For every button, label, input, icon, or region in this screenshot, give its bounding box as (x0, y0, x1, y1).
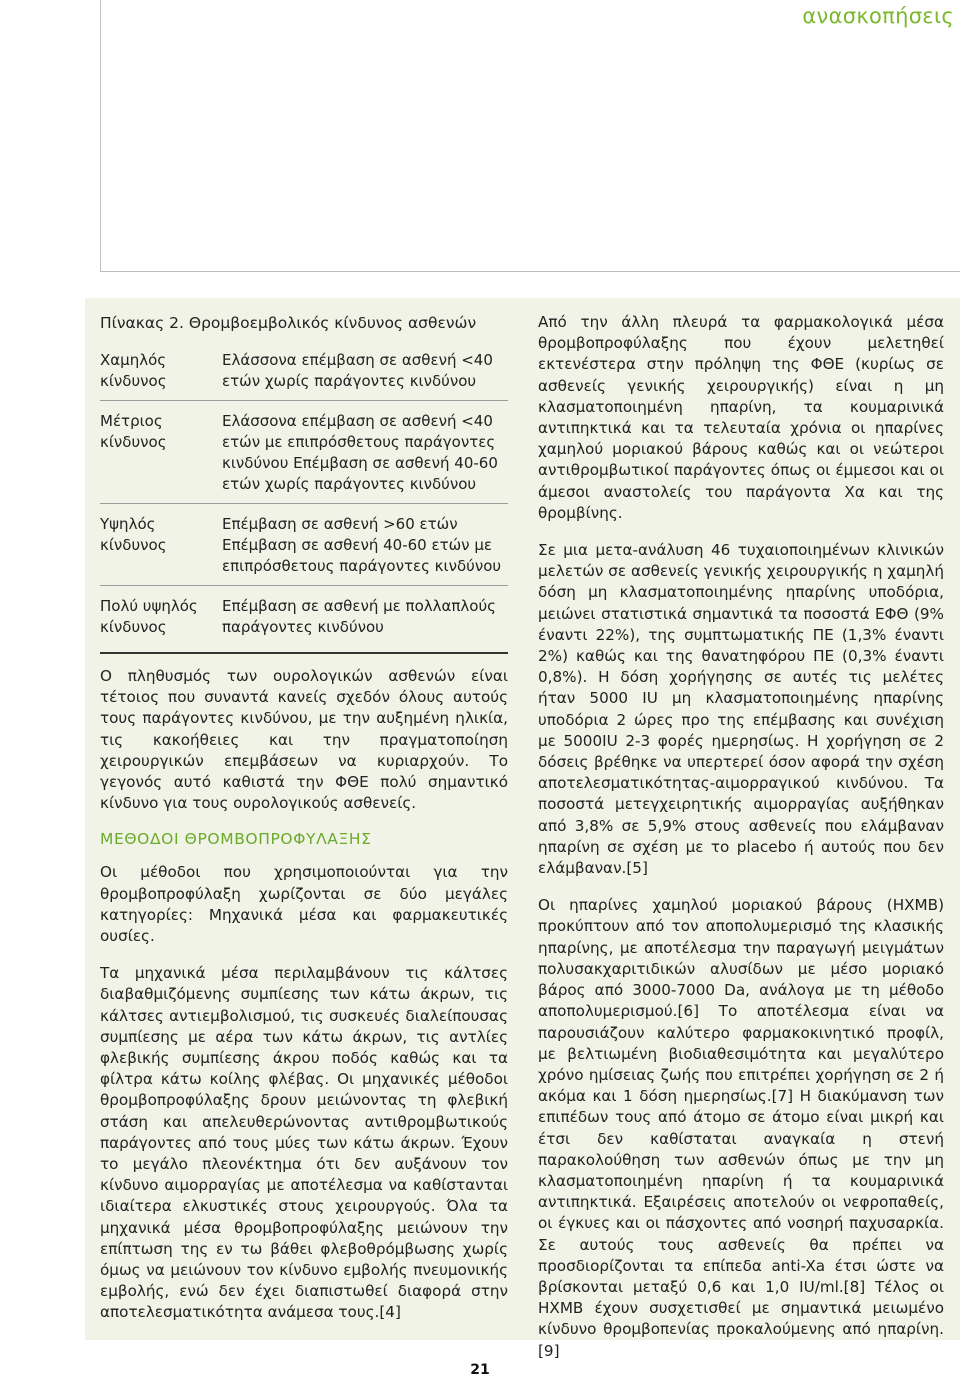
table-row (100, 592, 508, 646)
left-column (100, 312, 508, 1340)
risk-description: Ελάσσονα επέμβαση σε ασθενή <40 ετών με επιπρόσθετους παράγοντες κινδύνου Επέμβαση σε ασθενή 40-60 ετών χωρίς παράγοντες κινδύνου (222, 412, 498, 493)
risk-level: Υψηλός κίνδυνος (100, 515, 167, 554)
risk-level: Μέτριος κίνδυνος (100, 412, 167, 451)
table-row (100, 346, 508, 401)
paragraph: Από την άλλη πλευρά τα φαρμακολογικά μέσα θρομβοπροφύλαξης που έχουν μελετηθεί εκτενέστερα στην πρόληψη της ΦΘΕ (κυρίως σε ασθενείς γενικής χειρουργικής) είναι η μη κλασματοποιημένη ηπαρίνη, τα κουμαρινικά αντιπηκτικά και τα τελευταία χρόνια οι ηπαρίνες χαμηλού μοριακού βάρους καθώς και οι νεώτεροι αντιθρομβωτικοί παράγοντες όπως οι έμμεσοι και οι άμεσοι αναστολείς του παράγοντα Χα και της θρομβίνης. (538, 313, 944, 522)
paragraph: Οι ηπαρίνες χαμηλού μοριακού βάρους (ΗΧΜΒ) προκύπτουν από τον αποπολυμερισμό της κλασικής ηπαρίνης, με αποτέλεσμα την παραγωγή μειγμάτων πολυσακχαριτιδικών αλυσίδων με μέσο μοριακό βάρος από 3000-7000 Da, ανάλογα με τη μέθοδο αποπολυμερισμού.[6] Το αποτέλεσμα είναι να παρουσιάζουν καλύτερο φαρμακοκινητικό προφίλ, με βελτιωμένη βιοδιαθεσιμότητα και μεγαλύτερο χρόνο ημίσειας ζωής που επιτρέπει χορήγηση σε 2 ή ακόμα και 1 δόση ημερησίως.[7] Η διακύμανση των επιπέδων τους από άτομο σε άτομο είναι μικρή και έτσι δεν καθίσταται αναγκαία η στενή παρακολούθηση των ασθενών όπως με την μη κλασματοποιημένη ηπαρίνη ή τα κουμαρινικά αντιπηκτικά. Εξαιρέσεις αποτελούν οι νεφροπαθείς, οι έγκυες και οι πάσχοντες από νοσηρή παχυσαρκία. Σε αυτούς τους ασθενείς θα πρέπει να προσδιορίζονται τα επίπεδα anti-Xa έτσι ώστε να βρίσκονται μεταξύ 0,6 και 1,0 IU/ml.[8] Τέλος οι ΗΧΜΒ έχουν συσχετισθεί με σημαντικά μειωμένο κίνδυνο θρομβοπενίας προκαλούμενης από ηπαρίνη.[9] (538, 896, 944, 1360)
table-title: Πίνακας 2. Θρομβοεμβολικός κίνδυνος ασθενών (100, 314, 477, 332)
risk-level: Πολύ υψηλός κίνδυνος (100, 597, 198, 636)
header-divider-horizontal (100, 271, 960, 272)
paragraph: Οι μέθοδοι που χρησιμοποιούνται για την θρομβοπροφύλαξη χωρίζονται σε δύο μεγάλες κατηγορίες: Μηχανικά μέσα και φαρμακευτικές ουσίες. (100, 863, 508, 946)
paragraph: Τα μηχανικά μέσα περιλαμβάνουν τις κάλτσες διαβαθμιζόμενης συμπίεσης των κάτω άκρων, τις κάλτσες αντιεμβολισμού, τις συσκευές διαλείπουσας συμπίεσης με αέρα των κάτω άκρων, τις αντλίες φλεβικής συμπίεσης άκρου ποδός καθώς και τα φίλτρα κάτω κοίλης φλέβας. Οι μηχανικές μέθοδοι θρομβοπροφύλαξης δρουν μειώνοντας τη φλεβική στάση και απελευθερώνοντας αντιθρομβωτικούς παράγοντες από τους μύες των κάτω άκρων. Έχουν το μεγάλο πλεονέκτημα ότι δεν αυξάνουν τον κίνδυνο αιμορραγίας με αποτέλεσμα να καθίστανται ιδιαίτερα ελκυστικές στους χειρουργούς. Όλα τα μηχανικά μέσα θρομβοπροφύλαξης μειώνουν την επίπτωση της εν τω βάθει φλεβοθρόμβωσης χωρίς όμως να μειώνουν τον κίνδυνο εμβολής πνευμονικής εμβολής, ενώ δεν έχει διαπιστωθεί διαφορά στην αποτελεσματικότητα ανάμεσα τους.[4] (100, 964, 508, 1322)
risk-description: Επέμβαση σε ασθενή με πολλαπλούς παράγοντες κινδύνου (222, 597, 496, 636)
paragraph: Σε μια μετα-ανάλυση 46 τυχαιοποιημένων κλινικών μελετών σε ασθενείς γενικής χειρουργικής η χαμηλή δόση μη κλασματοποιημένης ηπαρίνης υποδόρια, μειώνει στατιστικά σημαντικά τα ποσοστά ΕΦΘ (9% έναντι 22%), της συμπτωματικής ΠΕ (1,3% έναντι 2%) καθώς και της θανατηφόρου ΠΕ (0,3% έναντι 0,8%). Η δόση χορήγησης σε αυτές τις μελέτες ήταν 5000 IU μη κλασματοποιημένης ηπαρίνης υποδόρια 2 ώρες προ της επέμβασης και συνέχιση με 5000IU 2-3 φορές ημερησίως. Η χορήγηση σε 2 δόσεις βρέθηκε να υπερτερεί όσον αφορά την σχέση αποτελεσματικότητας-αιμορραγικού κινδύνου. Τα ποσοστά μετεγχειρητικής αιμορραγίας αυξήθηκαν από 3,8% σε 5,9% στους ασθενείς που ελάμβαναν ηπαρίνη σε σχέση με το placebo ή αυτούς που δεν ελάμβαναν.[5] (538, 541, 944, 878)
right-column (538, 312, 944, 1378)
table-row (100, 407, 508, 504)
table-row (100, 510, 508, 586)
risk-description: Ελάσσονα επέμβαση σε ασθενή <40 ετών χωρίς παράγοντες κινδύνου (222, 351, 493, 390)
header-divider-vertical (100, 0, 101, 272)
risk-description: Επέμβαση σε ασθενή >60 ετών Επέμβαση σε ασθενή 40-60 ετών με επιπρόσθετους παράγοντες κινδύνου (222, 515, 502, 575)
table-bottom-rule (100, 652, 508, 654)
risk-level: Χαμηλός κίνδυνος (100, 351, 167, 390)
paragraph: Ο πληθυσμός των ουρολογικών ασθενών είναι τέτοιος που συναντά κανείς σχεδόν όλους αυτούς τους παράγοντες κινδύνου, με την αυξημένη ηλικία, τις κακοήθειες και την πραγματοποίηση χειρουργικών επεμβάσεων να κυριαρχούν. Το γεγονός αυτό καθιστά την ΦΘΕ πολύ σημαντικό κίνδυνο για τους ουρολογικούς ασθενείς. (100, 667, 508, 813)
section-heading: ΜΕΘΟΔΟΙ ΘΡΟΜΒΟΠΡΟΦΥΛΑΞΗΣ (100, 830, 372, 849)
section-title: ανασκοπήσεις (802, 4, 954, 28)
page-number: 21 (470, 1362, 490, 1378)
risk-table (100, 346, 508, 646)
